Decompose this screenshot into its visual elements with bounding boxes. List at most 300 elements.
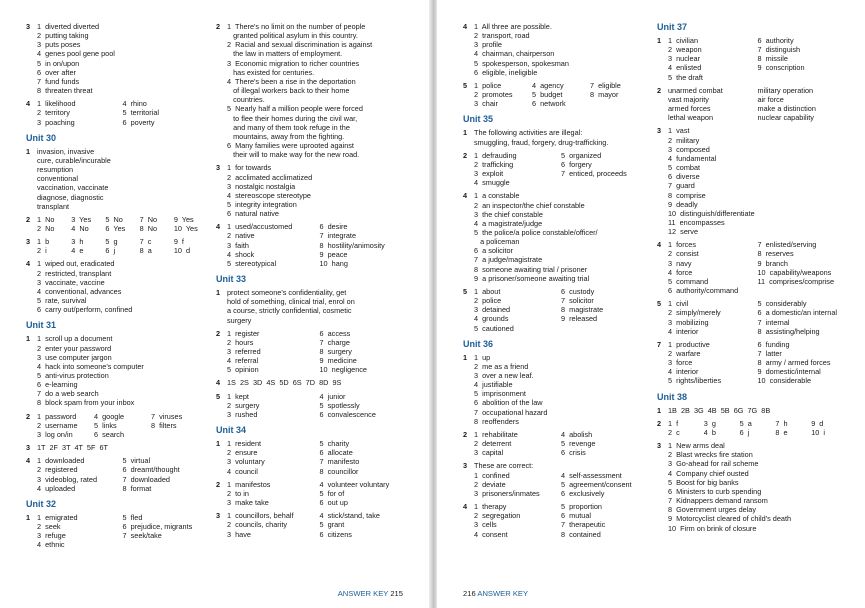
answer-cell: 10 negligence: [319, 365, 367, 375]
answer-line: [37, 183, 208, 192]
answer-line: [227, 439, 412, 448]
answer-cell: [758, 286, 848, 295]
answer-cell: military operation: [757, 85, 814, 95]
answer-cell: 5 virtual: [122, 456, 151, 466]
answer-line: [474, 287, 648, 296]
answer-cell: 2 ensure: [227, 448, 258, 458]
answer-line: [37, 475, 208, 484]
answer-cell: [561, 324, 648, 333]
answer-cell: [151, 430, 208, 439]
answer-cell: unarmed combat: [668, 85, 723, 95]
answer-line: [474, 160, 648, 169]
unit-heading: Unit 32: [26, 498, 57, 509]
answer-line: [227, 329, 412, 338]
page-number: 215: [390, 589, 403, 598]
answer-cell: [561, 461, 648, 470]
exercise-number: 2: [216, 22, 221, 31]
answer-cell: 6 forgery: [561, 159, 592, 169]
answer-cell: 4 stereoscope stereotype: [227, 190, 311, 200]
answer-line: [668, 200, 847, 209]
answer-cell: 7 distinguish: [757, 45, 801, 55]
answer-cell: 2 transport, road: [474, 31, 530, 41]
answer-line: [227, 520, 412, 529]
answer-cell: 5 charity: [319, 439, 350, 449]
exercise-number: 4: [26, 259, 31, 269]
answer-line: [474, 81, 648, 90]
answer-cell: 6 out up: [319, 498, 348, 508]
answer-cell: 6 mutual: [561, 511, 592, 521]
answer-cell: 1T 2F 3T 4T 5F 6T: [37, 443, 108, 453]
answer-cell: 10 distinguish/differentiate: [668, 208, 755, 218]
answer-cell: 1 diverted diverted: [37, 22, 100, 31]
answer-cell: 1 scroll up a document: [37, 334, 113, 344]
answer-line: [227, 132, 412, 141]
answer-cell: 10 Firm on brink of closure: [668, 523, 757, 533]
exercise: [26, 237, 208, 255]
answer-cell: 6 j: [105, 246, 116, 256]
answer-cell: 1 emigrated: [37, 512, 78, 522]
answer-line: [37, 147, 208, 156]
answer-cell: 2 deterrent: [474, 439, 512, 449]
answer-cell: and many of them took refuge in the: [227, 122, 350, 132]
answer-line: [474, 430, 648, 439]
answer-line: [474, 22, 648, 31]
answer-line: [37, 430, 208, 439]
answer-cell: resumption: [37, 165, 74, 175]
answer-cell: 1 resident: [227, 439, 262, 449]
answer-line: [668, 496, 847, 505]
exercise: [463, 128, 648, 146]
answer-cell: 8 a: [139, 246, 152, 256]
answer-cell: 3 capital: [474, 448, 504, 458]
answer-line: [227, 241, 412, 250]
answer-line: [227, 356, 412, 365]
answer-cell: These are correct:: [474, 461, 534, 471]
answer-cell: 2 deviate: [474, 479, 506, 489]
exercise-number: 2: [216, 479, 221, 489]
right-column-1: [463, 22, 648, 543]
answer-cell: 8 councillor: [319, 466, 359, 476]
answer-line: [37, 531, 208, 540]
answer-cell: 2 police: [474, 296, 502, 306]
answer-cell: 4 consent: [474, 529, 508, 539]
exercise: [26, 412, 208, 439]
answer-cell: lethal weapon: [668, 113, 714, 123]
answer-cell: 2 me as a friend: [474, 361, 529, 371]
answer-cell: 2 i: [37, 246, 47, 256]
answer-cell: 1 New arms deal: [668, 441, 725, 451]
answer-cell: 9 a prisoner/someone awaiting trial: [474, 273, 590, 283]
answer-cell: 1 likelihood: [37, 99, 76, 109]
exercise-number: 3: [26, 443, 31, 453]
answer-cell: 8 threaten threat: [37, 86, 93, 96]
answer-cell: 7 guard: [668, 181, 695, 191]
answer-cell: 6 prejudice, migrants: [122, 522, 193, 532]
answer-line: [227, 141, 412, 150]
answer-cell: 9 peace: [319, 249, 348, 259]
answer-line: [227, 104, 412, 113]
exercise: [26, 513, 208, 550]
answer-line: [474, 408, 648, 417]
exercise: [216, 439, 412, 476]
answer-cell: 7 manifesto: [319, 457, 360, 467]
exercise: [216, 480, 412, 507]
answer-line: [227, 86, 412, 95]
answer-line: [668, 172, 847, 181]
answer-cell: protect someone's confidentiality, get: [227, 288, 347, 298]
answer-cell: 6 access: [319, 328, 351, 338]
answer-cell: 4 referral: [227, 356, 259, 366]
answer-line: [668, 145, 847, 154]
answer-line: [668, 524, 847, 533]
answer-cell: 7 integrate: [319, 231, 357, 241]
answer-line: [668, 249, 847, 258]
answer-line: [668, 318, 847, 327]
answer-cell: 4 abolish: [561, 429, 593, 439]
answer-cell: 7 do a web search: [37, 389, 99, 399]
answer-line: [227, 209, 412, 218]
answer-cell: 2 c: [668, 427, 680, 437]
answer-line: [474, 237, 648, 246]
answer-line: [668, 136, 847, 145]
answer-cell: 6 abolition of the law: [474, 398, 543, 408]
answer-cell: 7 therapeutic: [561, 520, 606, 530]
answer-cell: 2 restricted, transplant: [37, 268, 112, 278]
exercise-number: 5: [657, 299, 662, 309]
answer-cell: [561, 178, 648, 187]
answer-line: [668, 406, 847, 415]
answer-cell: 4 b: [703, 427, 716, 437]
exercise: [216, 163, 412, 218]
answer-cell: 1 downloaded: [37, 456, 85, 466]
answer-line: [668, 428, 847, 437]
answer-line: [227, 457, 412, 466]
answer-line: [227, 489, 412, 498]
answer-cell: 3 use computer jargon: [37, 352, 112, 362]
answer-cell: 4 interior: [668, 326, 699, 336]
answer-line: [474, 371, 648, 380]
answer-cell: 3 Yes: [71, 214, 92, 224]
exercise-number: 5: [216, 391, 221, 401]
answer-cell: 9 f: [173, 237, 184, 247]
answer-cell: smuggling, fraud, forgery, drug-trafficking.: [474, 137, 609, 147]
answer-cell: 5 spotlessly: [319, 400, 360, 410]
answer-line: [37, 40, 208, 49]
answer-cell: 8 reoffenders: [474, 416, 519, 426]
exercise: [463, 461, 648, 498]
answer-line: [668, 63, 847, 72]
exercise: [216, 392, 412, 419]
answer-cell: 6 allocate: [319, 448, 353, 458]
answer-line: [668, 327, 847, 336]
answer-cell: 6 funding: [757, 339, 790, 349]
answer-line: [227, 338, 412, 347]
answer-line: [668, 181, 847, 190]
answer-cell: 4 shock: [227, 249, 255, 259]
answer-line: [668, 286, 847, 295]
answer-line: [227, 77, 412, 86]
answer-line: [474, 49, 648, 58]
exercise: [26, 99, 208, 126]
exercise: [26, 22, 208, 95]
answer-line: [668, 308, 847, 317]
answer-line: [37, 174, 208, 183]
answer-line: [37, 344, 208, 353]
answer-cell: 3 force: [668, 358, 693, 368]
answer-cell: 2 surgery: [227, 400, 260, 410]
answer-cell: 2 seek: [37, 522, 61, 532]
answer-cell: 3 nostalgic nostalgia: [227, 181, 296, 191]
answer-cell: 2 segregation: [474, 511, 521, 521]
answer-line: [668, 349, 847, 358]
left-footer: [338, 589, 403, 598]
answer-cell: 9 deadly: [668, 199, 698, 209]
unit-heading: Unit 33: [216, 274, 247, 285]
answer-line: [37, 380, 208, 389]
answer-cell: 5 cautioned: [474, 323, 514, 333]
answer-cell: 4 hack into someone's computer: [37, 361, 144, 371]
answer-line: [474, 151, 648, 160]
answer-line: [37, 484, 208, 493]
exercise-number: 3: [216, 163, 221, 173]
answer-line: [227, 288, 412, 297]
exercise-number: 7: [657, 339, 662, 349]
answer-cell: 4 stick/stand, take: [319, 511, 380, 521]
answer-line: [474, 324, 648, 333]
answer-line: [474, 380, 648, 389]
answer-line: [37, 371, 208, 380]
answer-cell: 2 putting taking: [37, 31, 89, 41]
answer-cell: 7 Kidnappers demand ransom: [668, 496, 768, 506]
answer-cell: 3 referred: [227, 347, 261, 356]
answer-line: [668, 113, 847, 122]
answer-line: [227, 306, 412, 315]
answer-line: [227, 222, 412, 231]
answer-cell: 8 magistrate: [561, 305, 604, 315]
answer-cell: 2 Blast wrecks fire station: [668, 450, 753, 460]
answer-cell: [590, 99, 648, 108]
answer-line: [37, 287, 208, 296]
answer-cell: 5 for of: [319, 488, 345, 498]
answer-cell: 4 rhino: [122, 99, 147, 109]
exercise-number: 3: [216, 511, 221, 521]
answer-line: [668, 277, 847, 286]
answer-line: [37, 456, 208, 465]
answer-cell: 3 navy: [668, 258, 692, 268]
answer-line: [474, 296, 648, 305]
answer-cell: 3 h: [71, 237, 84, 247]
exercise: [26, 443, 208, 452]
answer-line: [668, 450, 847, 459]
answer-cell: 7 eligible: [590, 80, 621, 90]
answer-cell: 1 f: [668, 418, 679, 428]
answer-line: [668, 514, 847, 523]
answer-cell: 3 exploit: [474, 169, 504, 179]
answer-cell: 6 a solicitor: [474, 246, 513, 256]
answer-cell: 6 authority/command: [668, 286, 739, 296]
answer-cell: 8 hostility/animosity: [319, 240, 385, 250]
unit-heading: Unit 36: [463, 338, 494, 349]
exercise-number: 4: [26, 99, 31, 109]
answer-cell: 3 cells: [474, 520, 497, 530]
answer-cell: 1 kept: [227, 391, 249, 401]
answer-cell: 1 register: [227, 328, 260, 338]
answer-cell: 5 links: [94, 420, 117, 430]
answer-line: [668, 367, 847, 376]
answer-cell: 6 crisis: [561, 448, 586, 458]
answer-line: [37, 246, 208, 255]
exercise-number: 1: [463, 352, 468, 362]
exercise: [216, 222, 412, 268]
answer-cell: 5 the police/a police constable/officer/: [474, 227, 598, 237]
answer-cell: 8 army / armed forces: [757, 358, 831, 368]
answer-cell: 7 seek/take: [122, 531, 162, 541]
answer-cell: 4 conventional, advances: [37, 286, 122, 296]
answer-cell: 2 registered: [37, 465, 78, 475]
answer-cell: 6 j: [739, 427, 750, 437]
answer-cell: 11 encompasses: [668, 217, 725, 227]
answer-line: [227, 40, 412, 49]
answer-cell: 7 solicitor: [561, 296, 594, 306]
answer-line: [227, 467, 412, 476]
answer-line: [37, 362, 208, 371]
answer-cell: 10 capability/weapons: [757, 267, 832, 277]
answer-cell: conventional: [37, 174, 78, 184]
footer-label: ANSWER KEY: [337, 589, 389, 598]
answer-line: [474, 128, 648, 137]
answer-cell: 1 therapy: [474, 502, 507, 512]
answer-line: [668, 240, 847, 249]
answer-cell: 7 a judge/magistrate: [474, 255, 543, 265]
exercise-number: 1: [657, 36, 662, 45]
answer-line: [668, 478, 847, 487]
exercise-number: 2: [26, 214, 31, 224]
answer-cell: 8 surgery: [319, 347, 352, 356]
answer-line: [474, 530, 648, 539]
answer-cell: 1 manifestos: [227, 479, 271, 489]
exercise-number: 5: [463, 286, 468, 296]
exercise-number: 1: [26, 512, 31, 522]
exercise: [26, 259, 208, 314]
answer-line: [227, 316, 412, 325]
answer-line: [37, 193, 208, 202]
answer-cell: 9 Yes: [173, 214, 194, 224]
answer-line: [474, 210, 648, 219]
exercise-number: 3: [657, 441, 662, 451]
exercise-number: 1: [657, 405, 662, 415]
exercise-number: 4: [463, 22, 468, 31]
answer-cell: 3 faith: [227, 240, 249, 250]
answer-line: [37, 77, 208, 86]
answer-line: [474, 59, 648, 68]
answer-cell: 6 eligible, ineligible: [474, 67, 538, 77]
exercise-number: 5: [463, 80, 468, 90]
answer-cell: 5 anti-virus protection: [37, 371, 109, 380]
answer-cell: 5 rights/liberties: [668, 376, 722, 386]
answer-cell: 6 desire: [319, 222, 348, 232]
answer-line: [37, 296, 208, 305]
answer-cell: 4 junior: [319, 391, 346, 401]
answer-cell: 1 civil: [668, 299, 689, 309]
answer-cell: 3 prisoners/inmates: [474, 488, 540, 498]
answer-cell: invasion, invasive: [37, 146, 95, 156]
answer-cell: 1 All three are possible.: [474, 22, 552, 31]
exercise: [463, 22, 648, 77]
answer-cell: 2 promotes: [474, 90, 513, 100]
answer-cell: 1 for towards: [227, 163, 272, 173]
answer-line: [474, 448, 648, 457]
exercise: [216, 329, 412, 375]
answer-cell: 8 block spam from your inbox: [37, 398, 135, 408]
answer-cell: has existed for centuries.: [227, 67, 315, 77]
answer-cell: 7 downloaded: [122, 474, 170, 484]
answer-line: [474, 489, 648, 498]
answer-line: [474, 68, 648, 77]
exercise-number: 1: [26, 334, 31, 344]
answer-cell: 4 fundamental: [668, 153, 717, 163]
unit-heading: Unit 31: [26, 320, 57, 331]
answer-line: [37, 22, 208, 31]
exercise-number: 1: [216, 439, 221, 449]
answer-cell: their will to make way for the new road.: [227, 150, 360, 160]
answer-line: [227, 231, 412, 240]
answer-cell: 6 a domestic/an internal: [757, 308, 837, 318]
answer-cell: 5 territorial: [122, 108, 159, 118]
answer-cell: 3 nuclear: [668, 54, 701, 64]
answer-line: [227, 392, 412, 401]
answer-cell: 7 occupational hazard: [474, 407, 548, 417]
answer-cell: 1 police: [474, 80, 502, 90]
answer-cell: 7 No: [139, 214, 158, 224]
answer-line: [227, 173, 412, 182]
answer-cell: 1 password: [37, 411, 77, 421]
answer-line: [227, 480, 412, 489]
answer-line: [668, 73, 847, 82]
answer-cell: 8 mayor: [590, 90, 619, 100]
answer-cell: mountains, away from the fighting.: [227, 131, 345, 141]
answer-cell: 1 No: [37, 214, 55, 224]
answer-cell: 8 someone awaiting trial / prisoner: [474, 264, 588, 274]
answer-line: [227, 49, 412, 58]
answer-cell: 7 viruses: [151, 411, 183, 421]
answer-cell: vast majority: [668, 94, 709, 104]
exercise-number: 3: [26, 237, 31, 247]
answer-line: [37, 108, 208, 117]
answer-cell: 7 fund funds: [37, 76, 80, 86]
answer-line: [474, 228, 648, 237]
answer-cell: 3 voluntary: [227, 457, 265, 467]
book-spine: [429, 0, 437, 608]
answer-cell: cure, curable/incurable: [37, 155, 111, 165]
answer-line: [227, 163, 412, 172]
answer-cell: armed forces: [668, 104, 711, 114]
exercise-number: 4: [657, 240, 662, 250]
exercise-number: 1: [26, 146, 31, 156]
answer-cell: 5 revenge: [561, 439, 596, 449]
exercise-number: 2: [463, 150, 468, 160]
answer-cell: 6 exclusively: [561, 488, 605, 498]
answer-line: [37, 86, 208, 95]
answer-cell: 5 No: [105, 214, 123, 224]
answer-cell: 3 profile: [474, 40, 502, 50]
answer-cell: 7 enticed, proceeds: [561, 169, 627, 179]
answer-line: [37, 522, 208, 531]
answer-cell: 3 Economic migration to richer countries: [227, 58, 360, 68]
answer-cell: 4 uploaded: [37, 483, 76, 493]
answer-line: [227, 297, 412, 306]
exercise: [463, 353, 648, 426]
answer-cell: 6 dreamt/thought: [122, 465, 180, 475]
